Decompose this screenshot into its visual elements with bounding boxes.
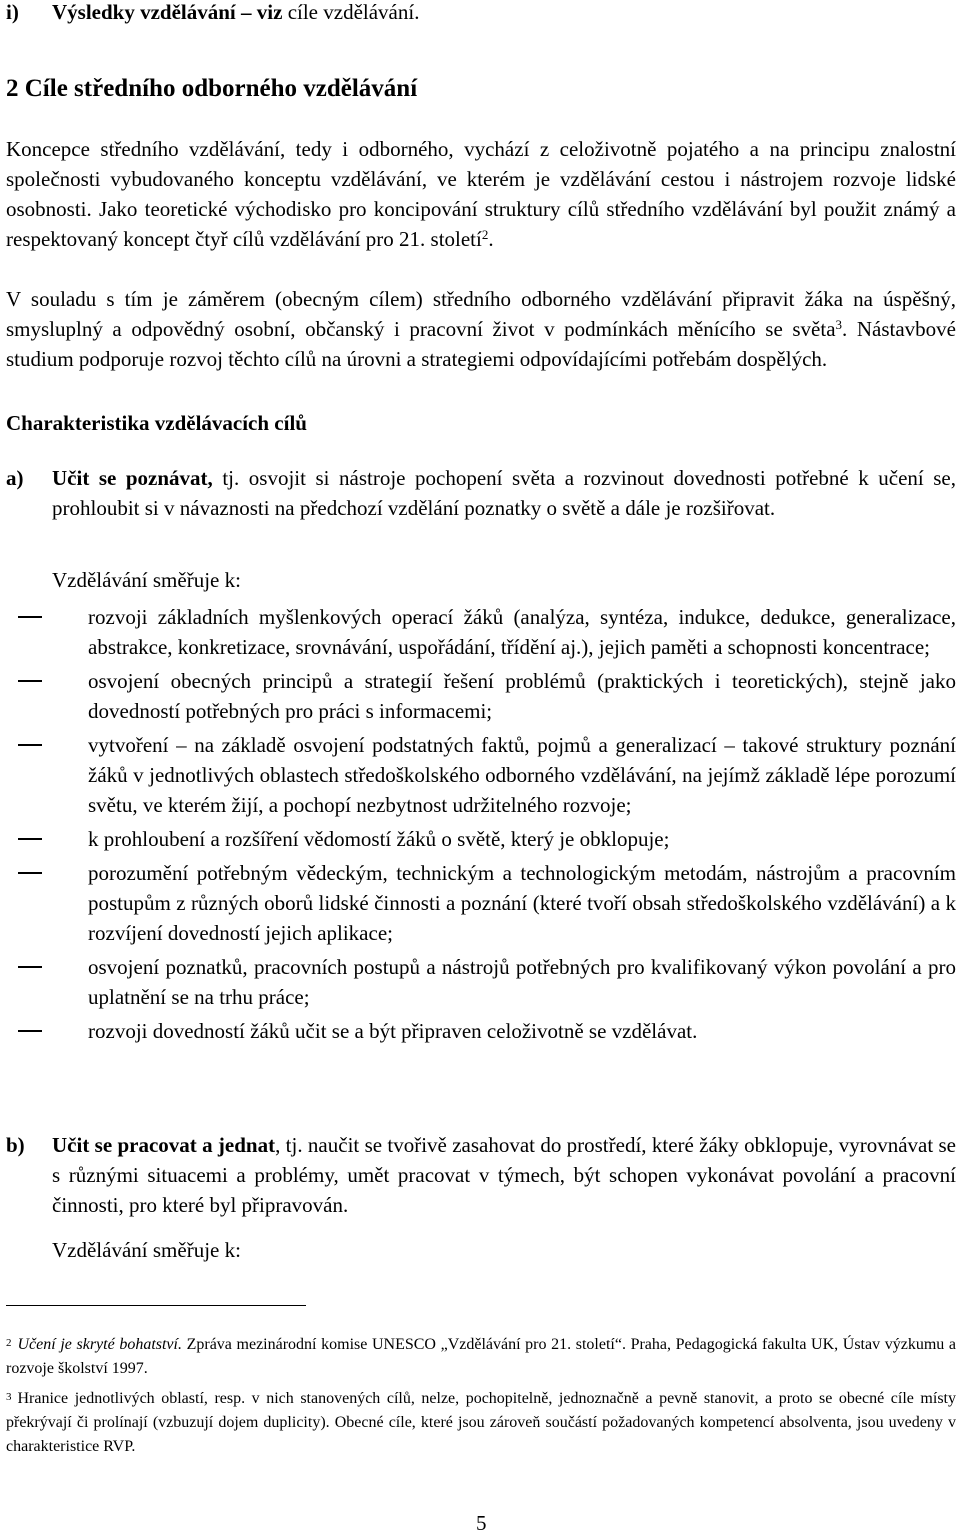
section-b-intro: Vzdělávání směřuje k:	[52, 1238, 241, 1262]
section-a	[6, 463, 956, 523]
dash-bullet-icon	[18, 744, 42, 746]
paragraph-2-text: V souladu s tím je záměrem (obecným cílem) středního odborného vzdělávání připravit žáka na úspěšný, smysluplný a odpovědný osobní, občanský i pracovní život v podmínkách měnícího se světa	[6, 287, 956, 341]
footnote-ref-3[interactable]: 3	[835, 317, 843, 332]
list-item-text: k prohloubení a rozšíření vědomostí žáků o světě, který je obklopuje;	[88, 827, 670, 851]
item-i-bold-text: Výsledky vzdělávání – viz	[52, 0, 283, 24]
dash-bullet-icon	[18, 838, 42, 840]
dash-bullet-icon	[18, 616, 42, 618]
dash-bullet-icon	[18, 680, 42, 682]
footnote-ref-2[interactable]: 2	[481, 227, 489, 242]
paragraph-2	[6, 284, 956, 374]
list-item	[6, 602, 956, 662]
section-a-bullet-list	[6, 602, 956, 1050]
list-item	[6, 1016, 956, 1046]
footnote-3	[6, 1387, 956, 1459]
list-item-text: osvojení obecných principů a strategií řešení problémů (praktických i teoretických), stejně jako dovedností potřebných pro práci s informacemi;	[88, 669, 956, 723]
section-b-lead: Učit se pracovat a jednat	[52, 1133, 276, 1157]
paragraph-1-after-ref: .	[488, 227, 494, 251]
section-a-intro: Vzdělávání směřuje k:	[52, 568, 241, 592]
footnote-divider	[6, 1305, 306, 1306]
item-i-rest: cíle vzdělávání.	[287, 0, 420, 24]
footnote-3-text: Hranice jednotlivých oblastí, resp. v nich stanovených cílů, nelze, pochopitelně, jednoznačně a pevně stanovit, a proto se obecné cíle místy překrývají či prolínají (vzbuzují dojem duplicity). Obecné cíle, které jsou zároveň součástí požadovaných kompetencí absolventa, jsou uvedeny v charakteristice RVP.	[6, 1390, 956, 1455]
section-b	[6, 1130, 956, 1220]
item-i	[6, 0, 419, 24]
list-item	[6, 730, 956, 820]
dash-bullet-icon	[18, 966, 42, 968]
paragraph-2-after-ref: . Nástavbové studium podporuje rozvoj těchto cílů na úrovni a strategiemi odpovídajícími potřebám dospělých.	[6, 317, 957, 371]
list-item-text: porozumění potřebným vědeckým, technickým a technologickým metodám, nástrojům a pracovním postupům z různých oborů lidské činnosti a poznání (které tvoří obsah středoškolského vzdělávání) a k rozvíjení dovedností jejich aplikace;	[88, 861, 956, 945]
section-b-mark: b)	[6, 1133, 25, 1157]
paragraph-1-text: Koncepce středního vzdělávání, tedy i odborného, vychází z celoživotně pojatého a na principu znalostní společnosti vybudovaného konceptu vzdělávání, ve kterém je vzdělávání cestou i nástrojem rozvoje lidské osobnosti. Jako teoretické východisko pro koncipování struktury cílů středního vzdělávání byl použit známý a respektovaný koncept čtyř cílů vzdělávání pro 21. století	[6, 137, 956, 251]
list-item-text: rozvoji základních myšlenkových operací žáků (analýza, syntéza, indukce, dedukce, generalizace, abstrakce, konkretizace, srovnávání, uspořádání, třídění aj.), jejich paměti a schopnosti koncentrace;	[88, 605, 956, 659]
list-item	[6, 824, 956, 854]
section-a-text: tj. osvojit si nástroje pochopení světa a rozvinout dovednosti potřebné k učení se, prohloubit si v návaznosti na předchozí vzdělání poznatky o světě a dále je rozšiřovat.	[52, 466, 957, 520]
dash-bullet-icon	[18, 872, 42, 874]
paragraph-1	[6, 134, 956, 254]
item-i-label: i)	[6, 0, 19, 24]
list-item-text: osvojení poznatků, pracovních postupů a nástrojů potřebných pro kvalifikovaný výkon povolání a pro uplatnění se na trhu práce;	[88, 955, 956, 1009]
section-a-mark: a)	[6, 466, 24, 490]
page-number: 5	[476, 1511, 487, 1535]
section-a-body	[52, 463, 956, 523]
section-heading: 2 Cíle středního odborného vzdělávání	[6, 75, 418, 102]
footnote-2-text: Zpráva mezinárodní komise UNESCO „Vzdělávání pro 21. století“. Praha, Pedagogická fakulta UK, Ústav výzkumu a rozvoje školství 1997.	[6, 1336, 956, 1377]
footnote-2	[6, 1333, 956, 1381]
section-b-text: , tj. naučit se tvořivě zasahovat do prostředí, které žáky obklopuje, vyrovnávat se s různými situacemi a problémy, umět pracovat v týmech, být schopen vykonávat povolání a pracovní činnosti, pro které byl připravován.	[52, 1133, 956, 1217]
footnote-3-number: 3	[6, 1391, 12, 1403]
list-item	[6, 858, 956, 948]
footnote-2-italic: Učení je skryté bohatství.	[17, 1336, 182, 1353]
list-item	[6, 952, 956, 1012]
section-a-lead: Učit se poznávat,	[52, 466, 213, 490]
list-item-text: rozvoji dovedností žáků učit se a být připraven celoživotně se vzdělávat.	[88, 1019, 698, 1043]
list-item	[6, 666, 956, 726]
footnote-2-number: 2	[6, 1337, 12, 1349]
list-item-text: vytvoření – na základě osvojení podstatných faktů, pojmů a generalizací – takové struktury poznání žáků v jednotlivých oblastech středoškolského odborného vzdělávání, na jejímž základě lépe porozumí světu, ve kterém žijí, a pochopí nezbytnost udržitelného rozvoje;	[88, 733, 956, 817]
section-b-body	[52, 1130, 956, 1220]
subheading: Charakteristika vzdělávacích cílů	[6, 411, 307, 435]
dash-bullet-icon	[18, 1030, 42, 1032]
